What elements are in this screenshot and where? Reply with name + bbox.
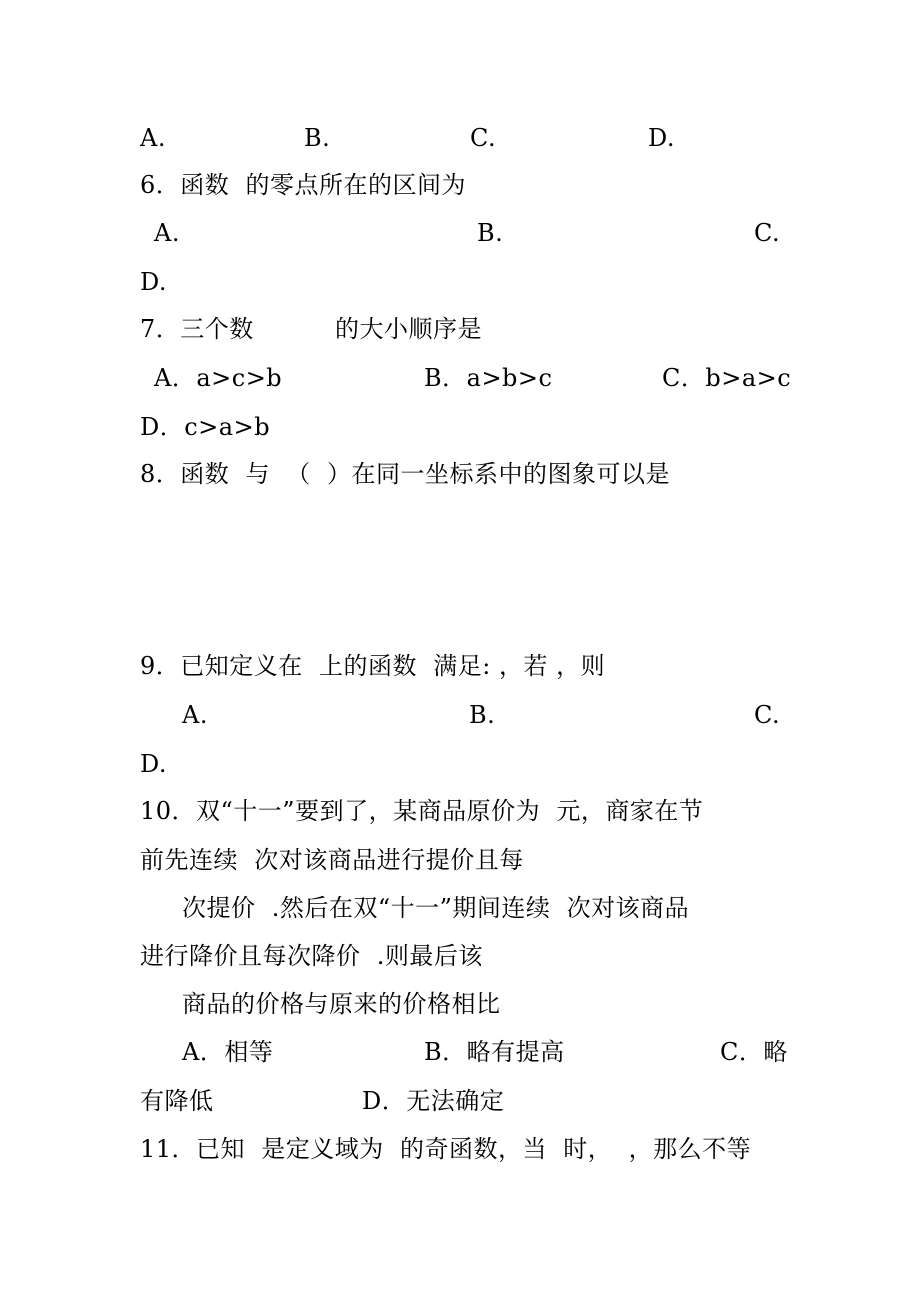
q10-option-a: A．相等 [182,1038,274,1066]
q9-option-b: B. [469,701,496,729]
q10-line-5: 商品的价格与原来的价格相比 [182,990,501,1018]
q8-stem: 8．函数 与 （ ）在同一坐标系中的图象可以是 [140,460,671,488]
q7-option-a: A．a>c>b [154,364,283,392]
q9-stem: 9．已知定义在 上的函数 满足: ，若 ，则 [140,652,606,680]
q5-option-d: D. [648,124,676,152]
q5-option-a: A. [140,124,166,152]
q10-option-b: B．略有提高 [424,1038,565,1066]
q7-option-d: D．c>a>b [140,413,271,441]
q7-option-c: C．b>a>c [662,364,792,392]
q9-option-d: D. [140,750,168,778]
q6-option-b: B. [477,219,504,247]
q5-option-b: B. [304,124,331,152]
q9-option-c: C. [754,701,781,729]
q6-option-d: D. [140,268,168,296]
q6-option-a: A. [154,219,180,247]
q6-option-c: C. [754,219,781,247]
q10-line-3: 次提价 .然后在双“十一”期间连续 次对该商品 [182,894,690,922]
q5-option-c: C. [470,124,497,152]
q10-option-c-continued: 有降低 [140,1087,214,1115]
q11-stem: 11．已知 是定义域为 的奇函数，当 时， ，那么不等 [140,1135,752,1163]
q6-stem: 6．函数 的零点所在的区间为 [140,171,467,199]
q10-line-2: 前先连续 次对该商品进行提价且每 [140,846,524,874]
q9-option-a: A. [182,701,208,729]
q10-line-4: 进行降价且每次降价 .则最后该 [140,942,483,970]
q7-stem: 7．三个数 的大小顺序是 [140,315,483,343]
q10-option-d: D．无法确定 [362,1087,505,1115]
q10-line-1: 10．双“十一”要到了，某商品原价为 元，商家在节 [140,797,704,825]
q7-option-b: B．a>b>c [424,364,553,392]
q10-option-c: C．略 [720,1038,788,1066]
